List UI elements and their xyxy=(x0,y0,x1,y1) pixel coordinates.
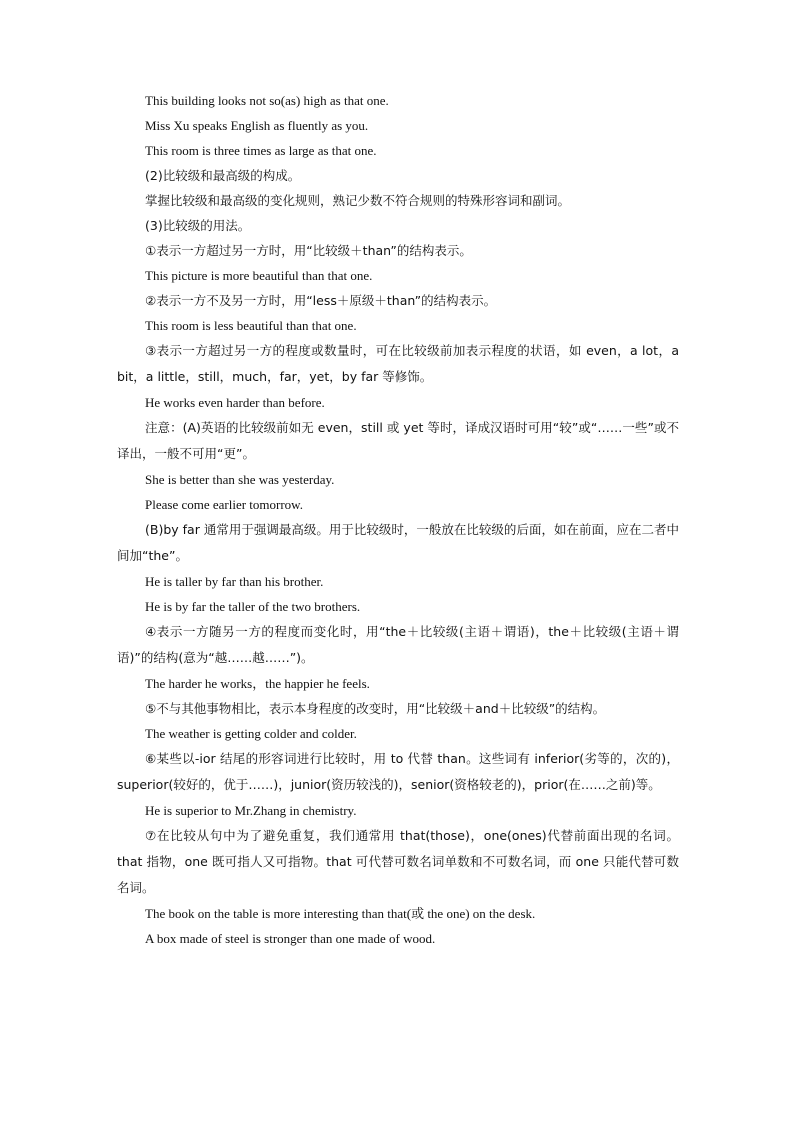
note-text: (B)by far 通常用于强调最高级。用于比较级时，一般放在比较级的后面，如在前面，应在二者中间加“the”。 xyxy=(117,522,679,563)
rule-text: ⑤不与其他事物相比，表示本身程度的改变时，用“比较级＋and＋比较级”的结构。 xyxy=(145,701,606,716)
rule-text: ⑦在比较从句中为了避免重复，我们通常用 that(those)，one(ones)代替前面出现的名词。that 指物，one 既可指人又可指物。that 可代替可数名词单数和不可数名词，而 one 只能代替可数名词。 xyxy=(117,828,679,895)
example-sentence: She is better than she was yesterday. xyxy=(145,472,335,487)
example-sentence: This room is less beautiful than that one. xyxy=(145,318,357,333)
example-sentence: The weather is getting colder and colder. xyxy=(145,726,357,741)
example-sentence: This picture is more beautiful than that one. xyxy=(145,268,373,283)
rule-text: ②表示一方不及另一方时，用“less＋原级＋than”的结构表示。 xyxy=(145,293,497,308)
example-sentence: The book on the table is more interesting than that(或 the one) on the desk. xyxy=(145,906,536,921)
example-sentence: He works even harder than before. xyxy=(145,395,325,410)
example-sentence: A box made of steel is stronger than one made of wood. xyxy=(145,931,436,946)
document-page xyxy=(117,88,679,951)
example-sentence: He is taller by far than his brother. xyxy=(145,574,324,589)
example-sentence: Please come earlier tomorrow. xyxy=(145,497,303,512)
rule-text: ①表示一方超过另一方时，用“比较级＋than”的结构表示。 xyxy=(145,243,472,258)
section-heading: (3)比较级的用法。 xyxy=(145,218,251,233)
example-sentence: Miss Xu speaks English as fluently as you. xyxy=(145,118,369,133)
example-sentence: This room is three times as large as that one. xyxy=(145,143,377,158)
rule-text: 掌握比较级和最高级的变化规则，熟记少数不符合规则的特殊形容词和副词。 xyxy=(145,193,571,208)
rule-text: ④表示一方随另一方的程度而变化时，用“the＋比较级(主语＋谓语)，the＋比较级(主语＋谓语)”的结构(意为“越……越……”)。 xyxy=(117,624,679,665)
rule-text: ③表示一方超过另一方的程度或数量时，可在比较级前加表示程度的状语，如 even，a lot，a bit，a little，still，much，far，yet，by far 等修饰。 xyxy=(117,343,679,384)
rule-text: ⑥某些以-ior 结尾的形容词进行比较时，用 to 代替 than。这些词有 inferior(劣等的，次的)，superior(较好的，优于……)，junior(资历较浅的)，senior(资格较老的)，prior(在……之前)等。 xyxy=(117,751,679,792)
section-heading: (2)比较级和最高级的构成。 xyxy=(145,168,301,183)
example-sentence: The harder he works，the happier he feels. xyxy=(145,676,370,691)
example-sentence: This building looks not so(as) high as that one. xyxy=(145,93,389,108)
example-sentence: He is by far the taller of the two brothers. xyxy=(145,599,361,614)
note-text: 注意：(A)英语的比较级前如无 even，still 或 yet 等时，译成汉语时可用“较”或“……一些”或不译出，一般不可用“更”。 xyxy=(117,420,679,461)
example-sentence: He is superior to Mr.Zhang in chemistry. xyxy=(145,803,357,818)
